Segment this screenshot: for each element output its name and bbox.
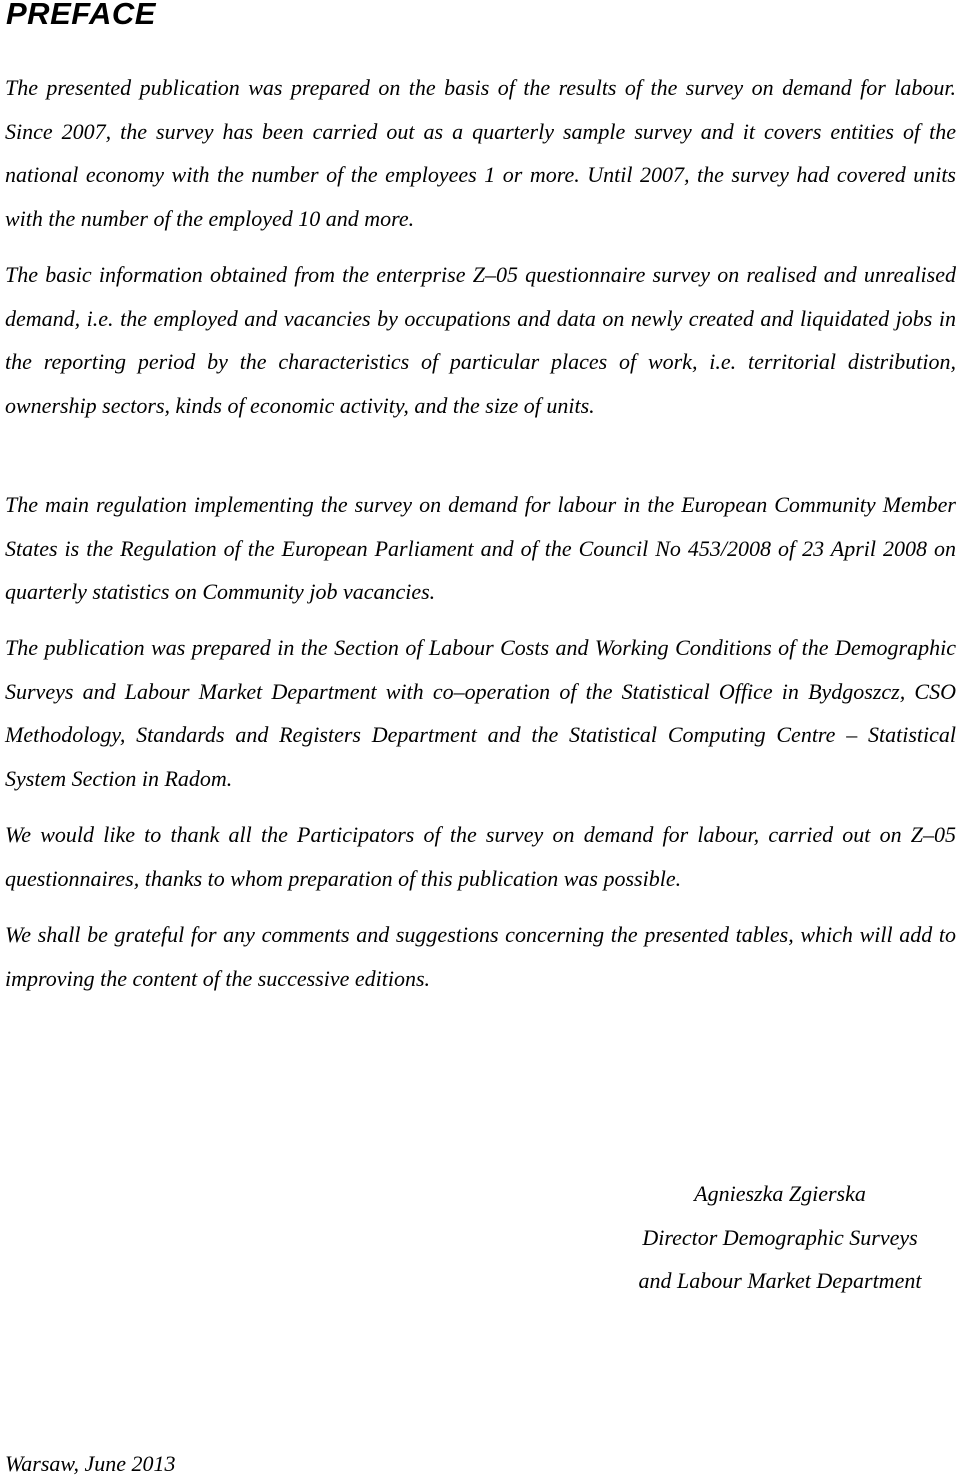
page-title: PREFACE [6, 0, 156, 31]
paragraph-publication-preparation: The publication was prepared in the Section of Labour Costs and Working Conditions of the Demographic Surveys and Labour Market Department with co–operation of the Statistical Office in Bydgoszcz, CSO Methodology, Standards and Registers Department and the Statistical Computing Centre – Statistical System Section in Radom. [5, 635, 956, 791]
paragraph-main-regulation: The main regulation implementing the survey on demand for labour in the European Community Member States is the Regulation of the European Parliament and of the Council No 453/2008 of 23 April 2008 on quarterly statistics on Community job vacancies. [5, 492, 956, 604]
signature-position-line-1: Director Demographic Surveys [642, 1224, 918, 1250]
paragraph-basic-information: The basic information obtained from the enterprise Z–05 questionnaire survey on realised and unrealised demand, i.e. the employed and vacancies by occupations and data on newly created and liquidated jobs in the reporting period by the characteristics of particular places of work, i.e. territorial distribution, ownership sectors, kinds of economic activity, and the size of units. [5, 262, 956, 418]
signature-position-line-2: and Labour Market Department [638, 1268, 922, 1293]
signature-block [600, 1172, 960, 1303]
signature-name: Agnieszka Zgierska [694, 1181, 866, 1206]
paragraph-thanks: We would like to thank all the Participators of the survey on demand for labour, carried out on Z–05 questionnaires, thanks to whom preparation of this publication was possible. [5, 822, 956, 891]
paragraph-comments: We shall be grateful for any comments and suggestions concerning the presented tables, which will add to improving the content of the successive editions. [5, 922, 956, 991]
place-and-date: Warsaw, June 2013 [5, 1451, 176, 1476]
paragraph-survey-basis: The presented publication was prepared on the basis of the results of the survey on demand for labour. Since 2007, the survey has been carried out as a quarterly sample survey and it covers entities of the national economy with the number of the employees 1 or more. Until 2007, the survey had covered units with the number of the employed 10 and more. [5, 75, 956, 231]
